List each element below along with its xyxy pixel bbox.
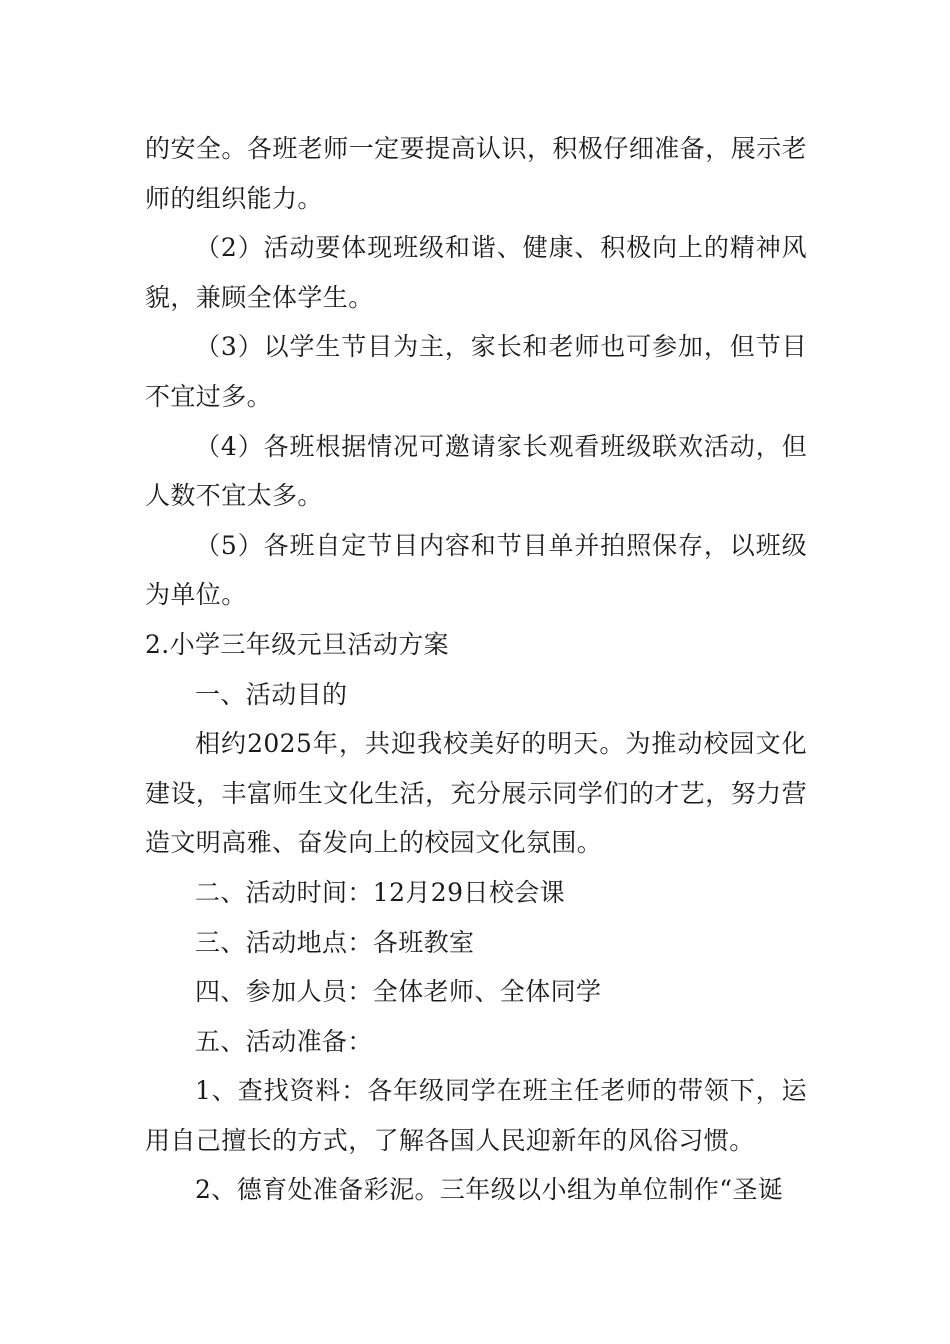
paragraph-item-3: （3）以学生节目为主，家长和老师也可参加，但节目不宜过多。 — [145, 332, 807, 411]
paragraph-activity-time: 二、活动时间：12月29日校会课 — [195, 877, 566, 907]
paragraph-prep-1: 1、查找资料：各年级同学在班主任老师的带领下，运用自己擅长的方式，了解各国人民迎新年的风俗习惯。 — [145, 1076, 807, 1155]
section-heading: 2.小学三年级元旦活动方案 — [145, 629, 450, 659]
document-body — [145, 124, 807, 1215]
paragraph-item-5: （5）各班自定节目内容和节目单并拍照保存，以班级为单位。 — [145, 530, 807, 610]
paragraph-safety-continued: 的安全。各班老师一定要提高认识，积极仔细准备，展示老师的组织能力。 — [145, 134, 807, 213]
paragraph-activity-location: 三、活动地点：各班教室 — [195, 927, 475, 957]
heading-activity-preparation: 五、活动准备： — [195, 1026, 373, 1056]
paragraph-purpose: 相约2025年，共迎我校美好的明天。为推动校园文化建设，丰富师生文化生活，充分展示同学们的才艺，努力营造文明高雅、奋发向上的校园文化氛围。 — [145, 729, 807, 858]
paragraph-participants: 四、参加人员：全体老师、全体同学 — [195, 977, 602, 1007]
paragraph-prep-2: 2、德育处准备彩泥。三年级以小组为单位制作“圣诞 — [195, 1175, 784, 1205]
paragraph-item-4: （4）各班根据情况可邀请家长观看班级联欢活动，但人数不宜太多。 — [145, 431, 807, 511]
heading-activity-purpose: 一、活动目的 — [195, 679, 348, 709]
paragraph-item-2: （2）活动要体现班级和谐、健康、积极向上的精神风貌，兼顾全体学生。 — [145, 233, 807, 312]
